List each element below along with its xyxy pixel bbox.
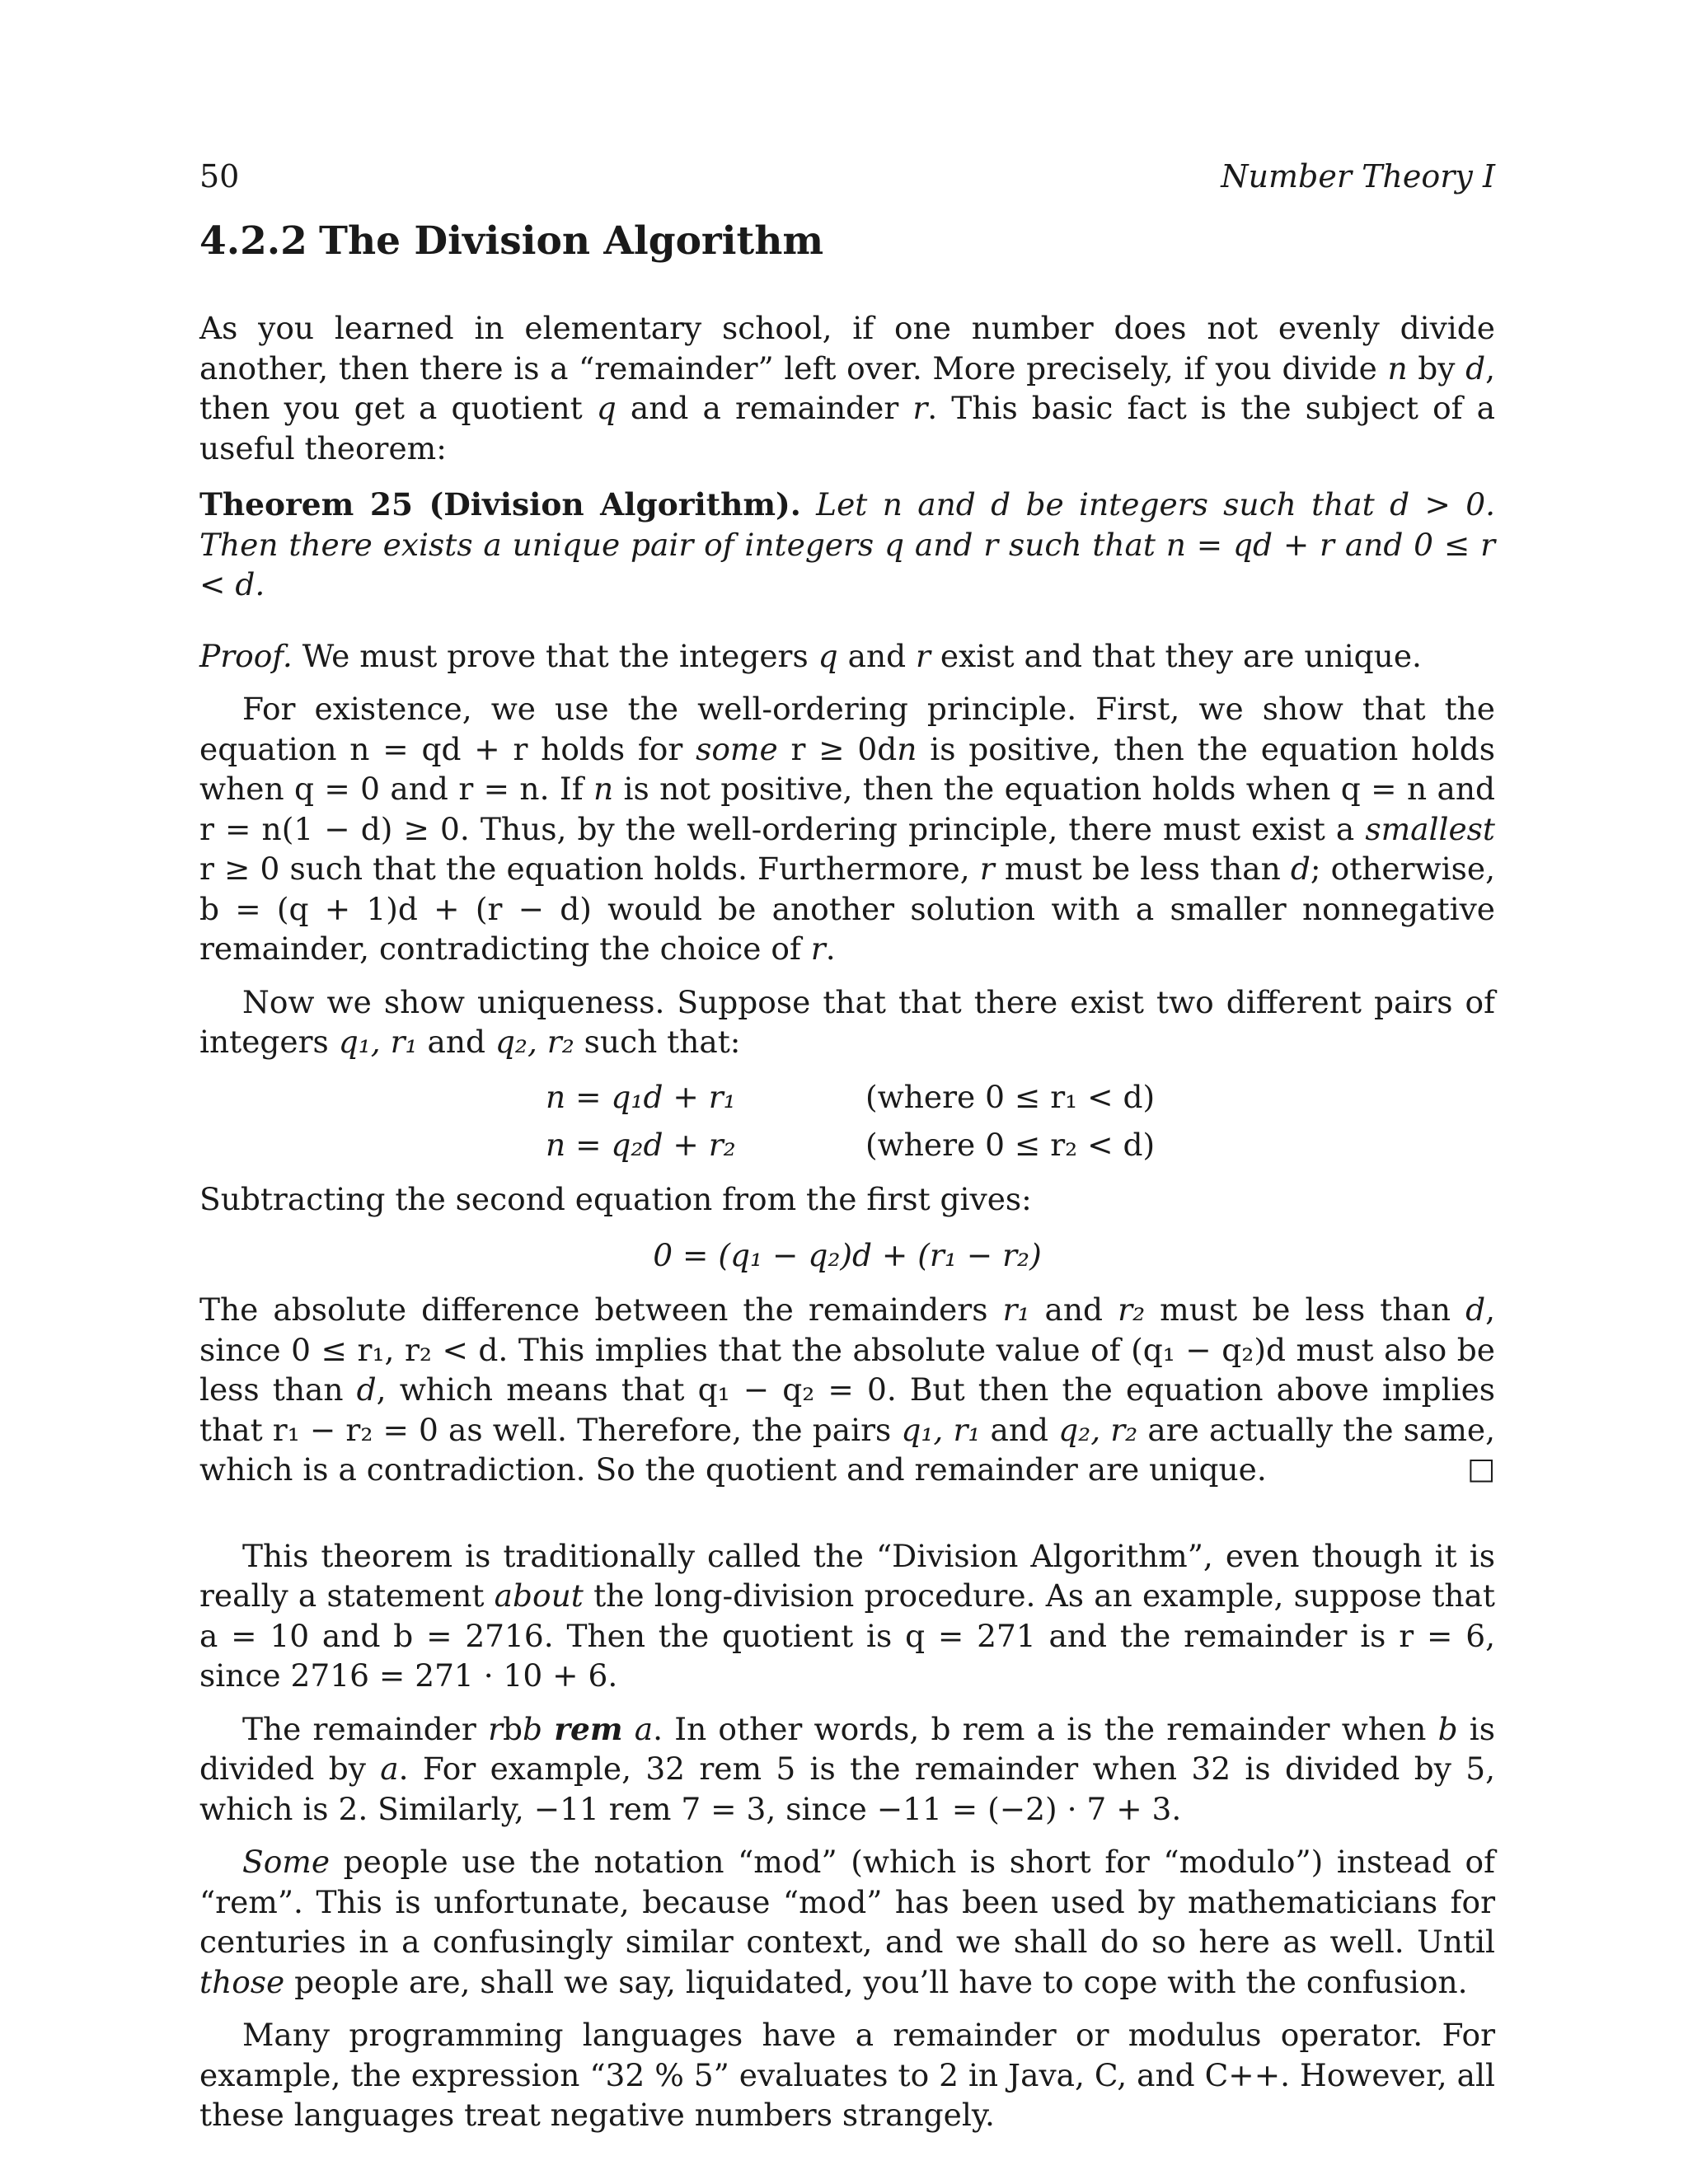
subtract-sentence: Subtracting the second equation from the first gives: bbox=[199, 1180, 1032, 1217]
difference-equation: 0 = (q₁ − q₂)d + (r₁ − r₂) bbox=[653, 1237, 1042, 1273]
absolute-difference-paragraph: The absolute difference between the remainders r₁ and r₂ must be less than d, since 0 ≤ r₁, r₂ < d. This implies that the absolute value of (q₁ − q₂)d must also be less than d, which means that q₁ − q₂ = 0. But then the equation above implies that r₁ − r₂ = 0 as well. Therefore, the pairs q₁, r₁ and q₂, r₂ are actually the same, which is a contradiction. So the quotient and remainder are unique. □ bbox=[199, 1291, 1496, 1488]
equation-row bbox=[199, 1074, 1495, 1120]
page-number: 50 bbox=[199, 158, 240, 194]
section-title: The Division Algorithm bbox=[319, 218, 824, 264]
document-page bbox=[199, 155, 1495, 2135]
equation-condition: (where 0 ≤ r₁ < d) bbox=[865, 1078, 1156, 1115]
running-title: Number Theory I bbox=[1221, 158, 1495, 194]
programming-paragraph: Many programming languages have a remainder or modulus operator. For example, the expression “32 % 5” evaluates to 2 in Java, C, and C++. However, all these languages treat negative numbers strangely. bbox=[199, 2017, 1495, 2133]
theorem-label: Theorem 25 (Division Algorithm). bbox=[199, 486, 801, 523]
running-header bbox=[199, 155, 1495, 198]
intro-paragraph: As you learned in elementary school, if one number does not evenly divide another, then there is a “remainder” left over. More precisely, if you divide n by d, then you get a quotient q and a remainder r. This basic fact is the subject of a useful theorem: bbox=[199, 310, 1496, 466]
proof-existence-paragraph: For existence, we use the well-ordering principle. First, we show that the equation n = qd + r holds for some r ≥ 0dn is positive, then the equation holds when q = 0 and r = n. If n is not positive, then the equation holds when q = n and r = n(1 − d) ≥ 0. Thus, by the well-ordering principle, there must exist a smallest r ≥ 0 such that the equation holds. Furthermore, r must be less than d; otherwise, b = (q + 1)d + (r − d) would be another solution with a smaller nonnegative remainder, contradicting the choice of r. bbox=[199, 691, 1496, 967]
equation-lhs: n = q₂d + r₂ bbox=[546, 1126, 736, 1163]
theorem-statement: Theorem 25 (Division Algorithm). Let n and d be integers such that d > 0. Then there exists a unique pair of integers q and r such that n = qd + r and 0 ≤ r < d. bbox=[199, 486, 1495, 602]
division-algorithm-remark: This theorem is traditionally called the “Division Algorithm”, even though it is really a statement about the long-division procedure. As an example, suppose that a = 10 and b = 2716. Then the quotient is q = 271 and the remainder is r = 6, since 2716 = 271 · 10 + 6. bbox=[199, 1537, 1495, 1694]
proof-uniqueness-paragraph: Now we show uniqueness. Suppose that that there exist two different pairs of integers q₁, r₁ and q₂, r₂ such that: bbox=[199, 983, 1495, 1060]
equation-row bbox=[199, 1122, 1495, 1168]
qed-square-icon: □ bbox=[1466, 1452, 1495, 1486]
proof-intro: Proof. We must prove that the integers q and r exist and that they are unique. bbox=[199, 637, 1422, 674]
equation-condition: (where 0 ≤ r₂ < d) bbox=[865, 1126, 1156, 1163]
equation-system bbox=[199, 1074, 1495, 1171]
mod-notation-paragraph: Some people use the notation “mod” (which is short for “modulo”) instead of “rem”. This is unfortunate, because “mod” has been used by mathematicians for centuries in a confusingly similar context, and we shall do so here as well. Until those people are, shall we say, liquidated, you’ll have to cope with the confusion. bbox=[199, 1844, 1495, 2000]
rem-notation-paragraph: The remainder rbb rem a. In other words, b rem a is the remainder when b is divided by a. For example, 32 rem 5 is the remainder when 32 is divided by 5, which is 2. Similarly, −11 rem 7 = 3, since −11 = (−2) · 7 + 3. bbox=[199, 1710, 1496, 1827]
equation-lhs: n = q₁d + r₁ bbox=[546, 1078, 736, 1115]
section-heading bbox=[199, 216, 1495, 267]
section-number: 4.2.2 bbox=[199, 218, 307, 264]
proof-label: Proof. bbox=[199, 637, 293, 674]
